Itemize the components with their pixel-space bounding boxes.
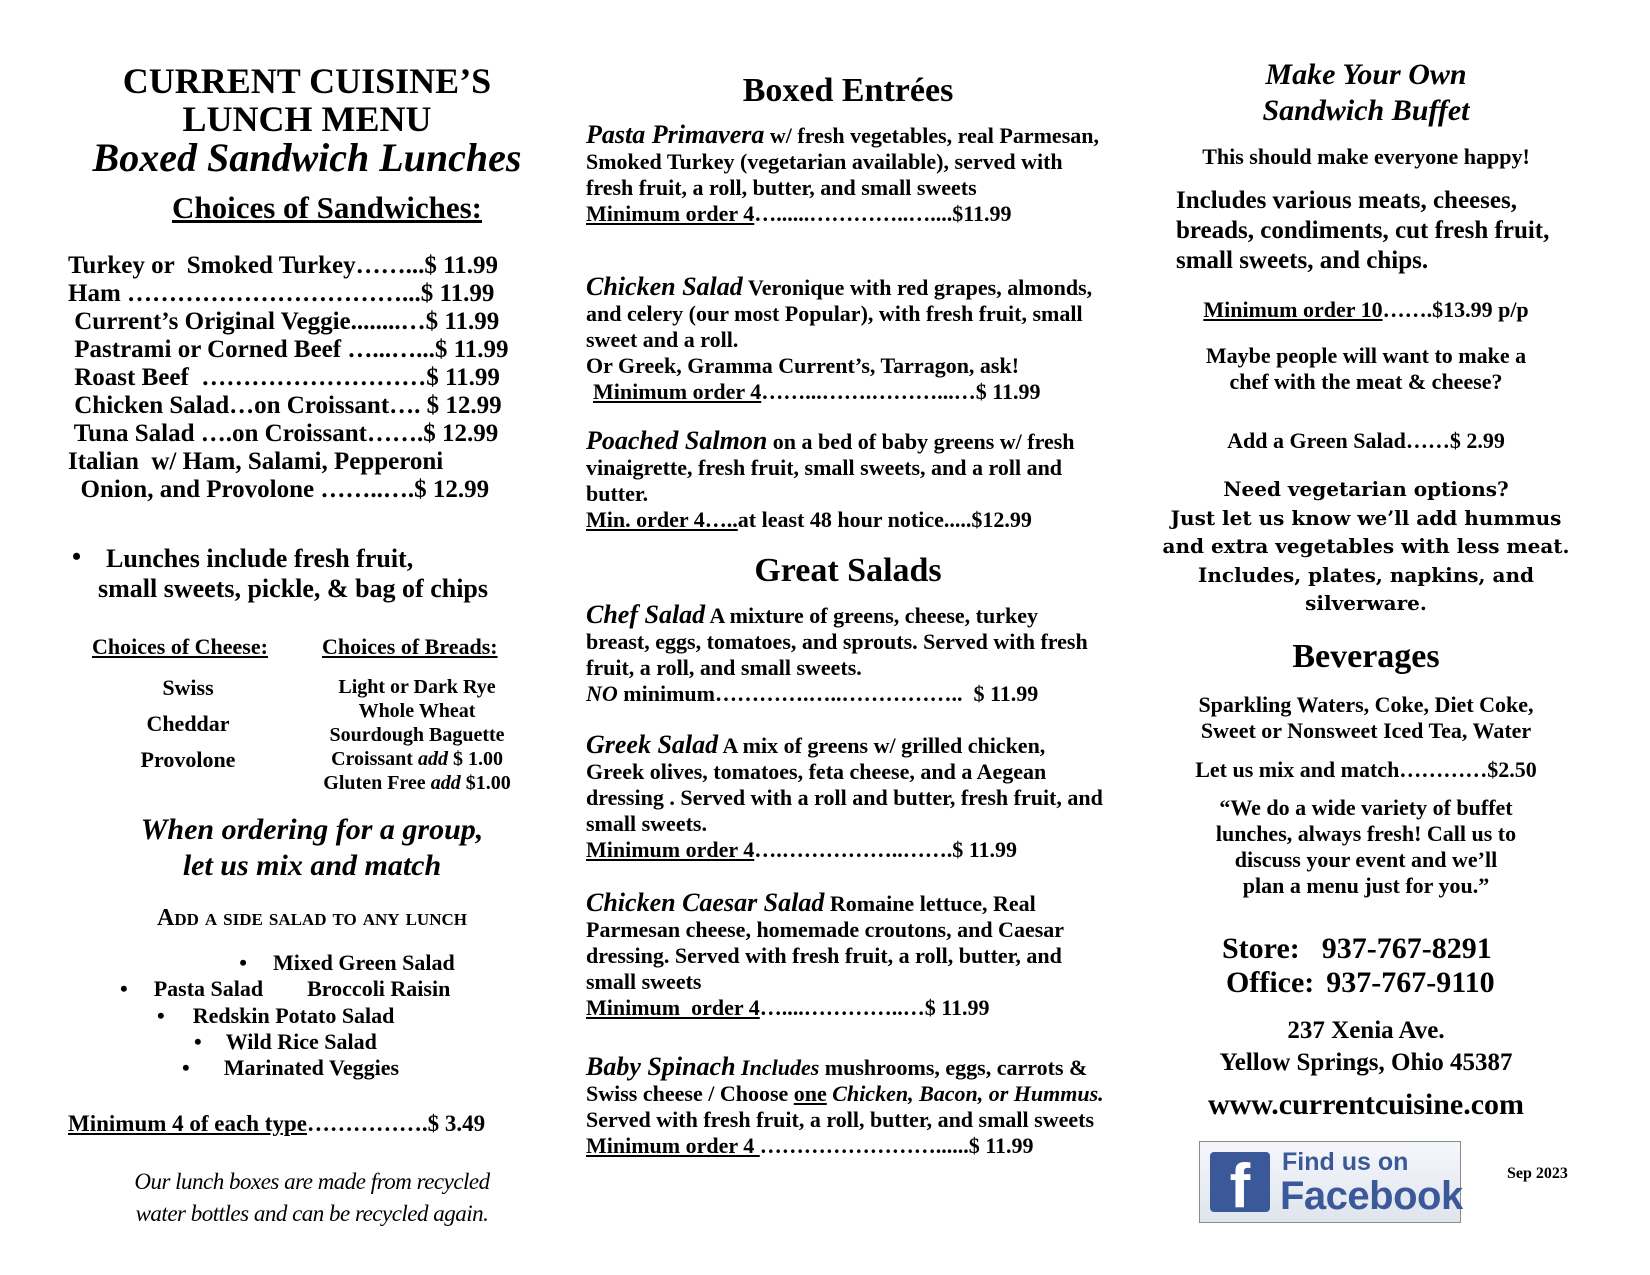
entree-pasta-primavera: Pasta Primavera w/ fresh vegetables, real Parmesan, Smoked Turkey (vegetarian available), served with fresh fruit, a roll, butter, and small sweets Minimum order 4…......…………..…....$11.99 <box>586 120 1099 226</box>
sandwich-item: Tuna Salad ….on Croissant…….$ 12.99 <box>68 420 499 447</box>
salad-chicken-caesar: Chicken Caesar Salad Romaine lettuce, Real Parmesan cheese, homemade croutons, and Caesar dressing. Served with fresh fruit, a roll, butter, and small sweets Minimum order 4…....…………..…$ 11.99 <box>586 888 1064 1020</box>
side-salad-item: • Mixed Green Salad <box>239 950 455 975</box>
store-phone-number: 937-767-8291 <box>1321 932 1492 965</box>
facebook-logo-icon: f <box>1210 1152 1270 1212</box>
salad-baby-spinach: Baby Spinach Includes mushrooms, eggs, carrots & Swiss cheese / Choose one Chicken, Bacon, or Hummus. Served with fresh fruit, a roll, butter, and small sweets Minimum order 4 ……………………......$ 11.99 <box>586 1052 1104 1158</box>
cheese-item: Cheddar <box>146 711 230 736</box>
lunch-includes-bullet-icon: • <box>72 542 82 571</box>
bread-heading: Choices of Breads: <box>322 634 498 659</box>
office-phone-number: 937-767-9110 <box>1326 966 1495 999</box>
menu-title-line1: CURRENT CUISINE’S <box>122 61 492 101</box>
sandwich-item: Turkey or Smoked Turkey……...$ 11.99 <box>68 252 498 279</box>
entrees-heading: Boxed Entrées <box>742 72 954 109</box>
sandwich-item: Pastrami or Corned Beef …...…...$ 11.99 <box>68 336 509 363</box>
beverages-price: Let us mix and match…………$2.50 <box>1195 757 1537 782</box>
side-salad-item: • Marinated Veggies <box>182 1055 400 1080</box>
salad-chef: Chef Salad A mixture of greens, cheese, turkey breast, eggs, tomatoes, and sprouts. Served with fresh fruit, a roll, and small sweets. NO minimum………….…..…………….. $ 11.99 <box>586 600 1088 706</box>
group-order-line2: let us mix and match <box>182 849 442 882</box>
office-phone-row: Office: 937-767-9110 <box>1226 966 1495 999</box>
buffet-minimum: Minimum order 10…….$13.99 p/p <box>1203 297 1529 322</box>
sandwich-item: Chicken Salad…on Croissant…. $ 12.99 <box>68 392 502 419</box>
menu-title-line2: LUNCH MENU <box>182 99 432 139</box>
buffet-includes: Includes various meats, cheeses, breads, condiments, cut fresh fruit, small sweets, and chips. <box>1176 187 1550 274</box>
bread-list <box>302 675 532 795</box>
lunch-includes-line1: Lunches include fresh fruit, <box>106 544 414 573</box>
bread-item: Sourdough Baguette <box>329 724 505 746</box>
facebook-find-us-text: Find us on <box>1282 1148 1409 1176</box>
store-phone-row: Store: 937-767-8291 <box>1222 932 1492 965</box>
lunch-includes-line2: small sweets, pickle, & bag of chips <box>98 574 488 603</box>
side-salad-item: • Wild Rice Salad <box>194 1029 377 1054</box>
address-line1: 237 Xenia Ave. <box>1287 1017 1445 1044</box>
beverages-line2: Sweet or Nonsweet Iced Tea, Water <box>1200 718 1532 743</box>
buffet-green-salad: Add a Green Salad……$ 2.99 <box>1227 428 1505 453</box>
address-line2: Yellow Springs, Ohio 45387 <box>1219 1049 1513 1076</box>
facebook-name-text: Facebook <box>1280 1174 1463 1218</box>
buffet-chef-question: Maybe people will want to make a chef with the meat & cheese? <box>1205 343 1527 394</box>
sandwich-item: Italian w/ Ham, Salami, Pepperoni <box>68 448 444 475</box>
bread-item: Whole Wheat <box>358 700 476 722</box>
sandwich-item: Roast Beef ………………………$ 11.99 <box>68 364 500 391</box>
entree-chicken-salad: Chicken Salad Veronique with red grapes, almonds, and celery (our most Popular), with fresh fruit, small sweet and a roll. Or Greek, Gramma Current’s, Tarragon, ask! Minimum order 4……...…….………...…$ 11.99 <box>586 272 1093 404</box>
catering-quote: “We do a wide variety of buffet lunches, always fresh! Call us to discuss your event and we’ll plan a menu just for you.” <box>1215 795 1517 898</box>
group-order-line1: When ordering for a group, <box>140 813 484 846</box>
bread-item: Croissant add $ 1.00 <box>331 748 503 770</box>
cheese-item: Provolone <box>140 747 236 772</box>
buffet-title-line2: Sandwich Buffet <box>1262 94 1470 127</box>
side-salad-heading: Add a side salad to any lunch <box>157 905 467 931</box>
salads-heading: Great Salads <box>754 552 942 589</box>
facebook-badge[interactable] <box>1199 1141 1461 1223</box>
sandwich-item: Current’s Original Veggie........…$ 11.99 <box>68 308 500 335</box>
sandwich-item: Ham ……………………………...$ 11.99 <box>68 280 495 307</box>
bread-item: Gluten Free add $1.00 <box>323 772 511 794</box>
buffet-title-line1: Make Your Own <box>1265 58 1467 91</box>
side-salad-item: • Pasta Salad Broccoli Raisin <box>120 976 451 1001</box>
beverages-line1: Sparkling Waters, Coke, Diet Coke, <box>1198 692 1534 717</box>
buffet-happy-line: This should make everyone happy! <box>1202 144 1530 169</box>
website-link[interactable]: www.currentcuisine.com <box>1207 1088 1525 1121</box>
salad-greek: Greek Salad A mix of greens w/ grilled chicken, Greek olives, tomatoes, feta cheese, and a Aegean dressing . Served with a roll and butter, fresh fruit, and small sweets. Minimum order 4….……………..…….$ 11.99 <box>586 730 1103 862</box>
sandwich-heading: Choices of Sandwiches: <box>171 190 482 225</box>
sandwich-item: Onion, and Provolone ……..….$ 12.99 <box>68 476 490 503</box>
cheese-heading: Choices of Cheese: <box>92 634 268 659</box>
menu-date: Sep 2023 <box>1507 1165 1568 1182</box>
cheese-item: Swiss <box>162 675 214 700</box>
recycle-note-line2: water bottles and can be recycled again. <box>135 1201 489 1226</box>
recycle-note-line1: Our lunch boxes are made from recycled <box>134 1169 490 1194</box>
sandwich-list <box>68 252 508 504</box>
vegetarian-note: Need vegetarian options? Just let us know we’ll add hummus and extra vegetables with less meat. Includes, plates, napkins, and silverware. <box>1162 477 1570 615</box>
cheese-list <box>118 670 258 778</box>
menu-subtitle: Boxed Sandwich Lunches <box>92 135 522 180</box>
side-salad-item: • Redskin Potato Salad <box>157 1003 395 1028</box>
beverages-heading: Beverages <box>1292 638 1440 675</box>
entree-poached-salmon: Poached Salmon on a bed of baby greens w/ fresh vinaigrette, fresh fruit, small sweets, and a roll and butter. Min. order 4…..at least 48 hour notice.....$12.99 <box>586 426 1075 532</box>
bread-item: Light or Dark Rye <box>338 676 496 698</box>
side-salad-minimum: Minimum 4 of each type…………….$ 3.49 <box>68 1111 486 1136</box>
